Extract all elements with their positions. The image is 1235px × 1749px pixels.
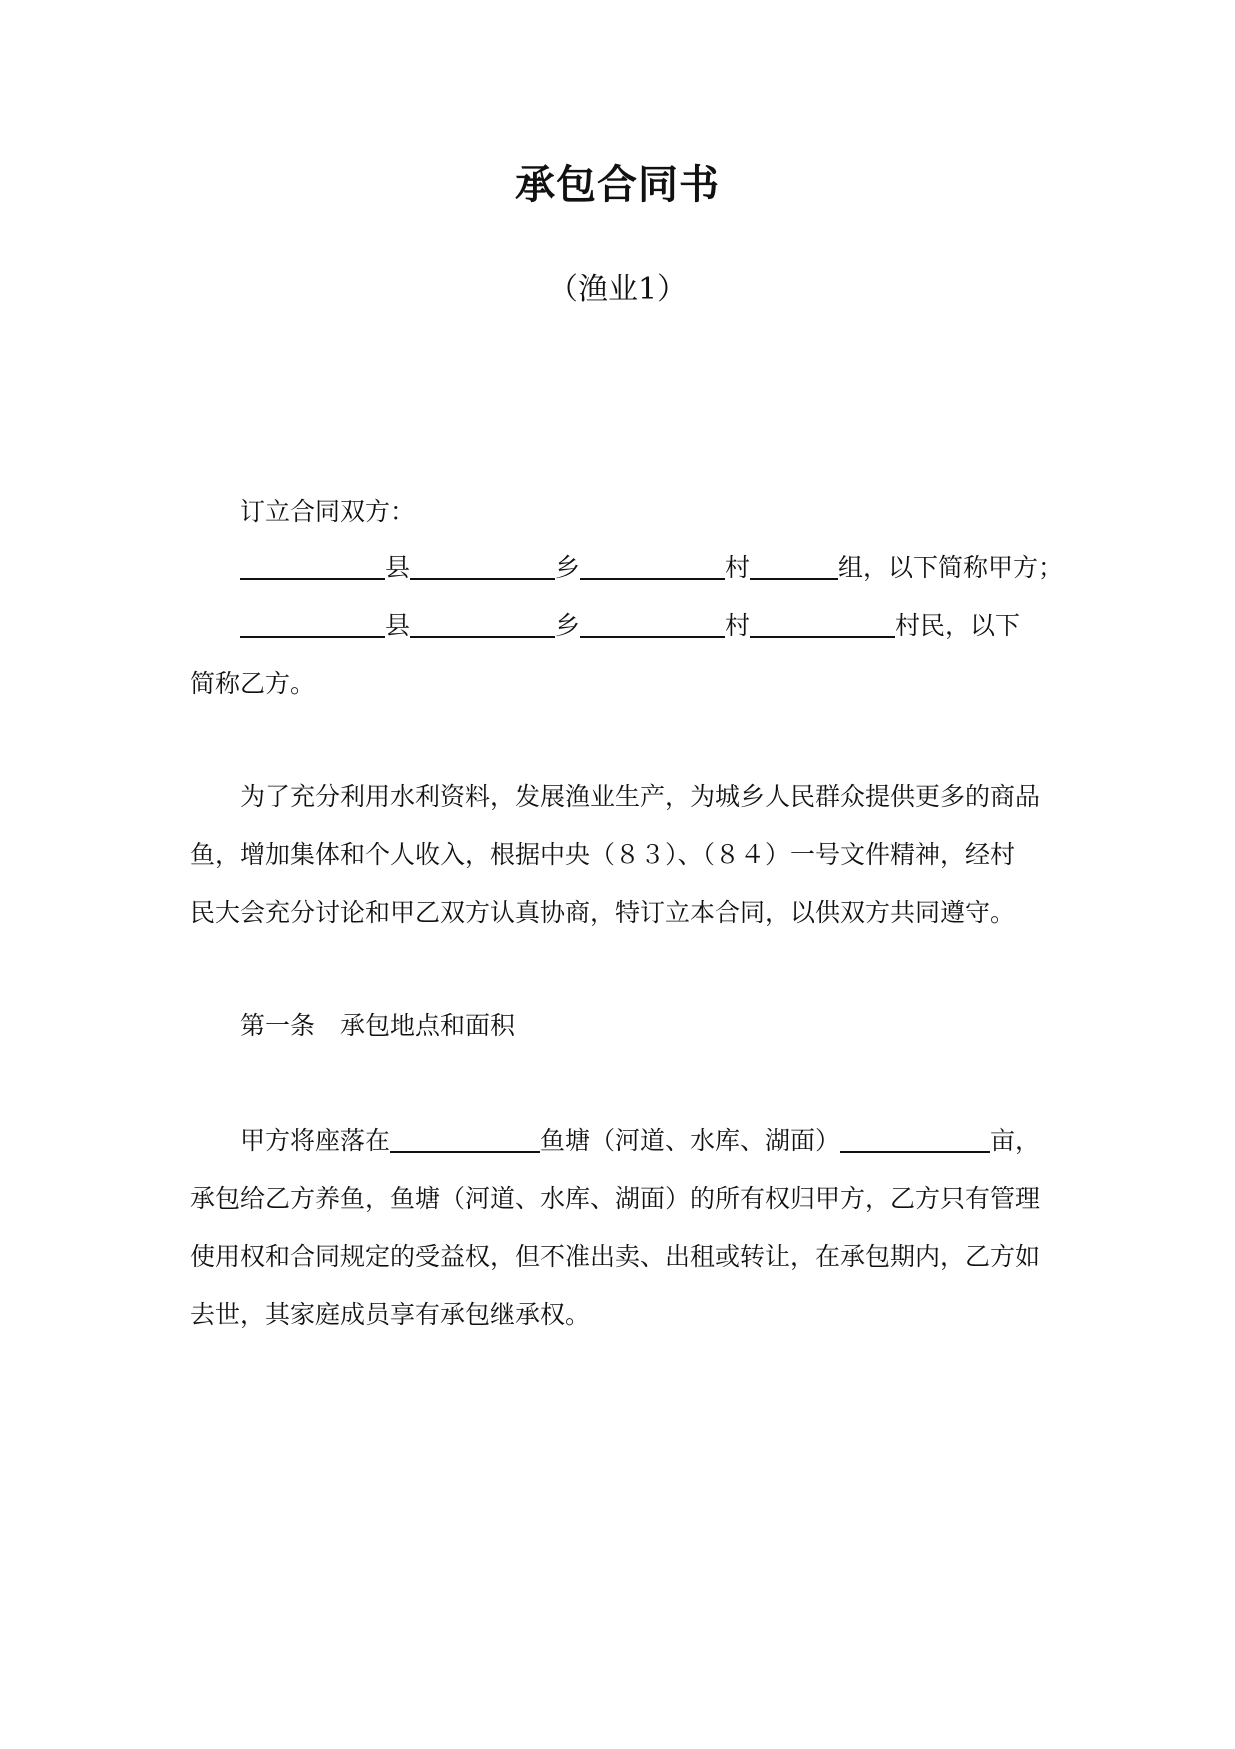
preamble-line: 民大会充分讨论和甲乙双方认真协商，特订立本合同，以供双方共同遵守。 <box>190 898 1016 927</box>
party-a-line <box>240 550 1095 586</box>
county-blank[interactable] <box>240 609 385 638</box>
township-blank[interactable] <box>410 609 555 638</box>
location-label: 甲方将座落在 <box>240 1126 391 1155</box>
article1-line: 去世，其家庭成员享有承包继承权。 <box>190 1300 591 1329</box>
villager-label: 村民，以下 <box>895 611 1021 640</box>
document-title: 承包合同书 <box>515 162 720 208</box>
mu-label: 亩， <box>990 1126 1041 1155</box>
location-blank[interactable] <box>390 1124 540 1153</box>
article1-line <box>240 1123 1095 1159</box>
article1-line: 使用权和合同规定的受益权，但不准出卖、出租或转让，在承包期内，乙方如 <box>190 1242 1041 1271</box>
group-blank[interactable] <box>750 551 838 580</box>
preamble-line: 为了充分利用水利资料，发展渔业生产，为城乡人民群众提供更多的商品 <box>240 782 1041 811</box>
group-label: 组，以下简称甲方； <box>838 553 1064 582</box>
township-label: 乡 <box>555 553 581 582</box>
area-blank[interactable] <box>840 1124 990 1153</box>
county-blank[interactable] <box>240 551 385 580</box>
township-blank[interactable] <box>410 551 555 580</box>
party-b-line <box>240 608 1095 644</box>
document-subtitle: （渔业1） <box>547 272 688 307</box>
village-blank[interactable] <box>580 551 725 580</box>
village-label: 村 <box>725 611 751 640</box>
villager-blank[interactable] <box>750 609 895 638</box>
village-label: 村 <box>725 553 751 582</box>
article-heading: 第一条 承包地点和面积 <box>240 1011 516 1040</box>
county-label: 县 <box>385 553 411 582</box>
village-blank[interactable] <box>580 609 725 638</box>
article1-line: 承包给乙方养鱼，鱼塘（河道、水库、湖面）的所有权归甲方，乙方只有管理 <box>190 1184 1041 1213</box>
party-b-tail: 简称乙方。 <box>190 669 316 698</box>
county-label: 县 <box>385 611 411 640</box>
preamble-line: 鱼，增加集体和个人收入，根据中央（８３）、（８４）一号文件精神，经村 <box>190 840 1016 869</box>
pond-label: 鱼塘（河道、水库、湖面） <box>540 1126 841 1155</box>
township-label: 乡 <box>555 611 581 640</box>
parties-intro: 订立合同双方： <box>240 497 416 526</box>
